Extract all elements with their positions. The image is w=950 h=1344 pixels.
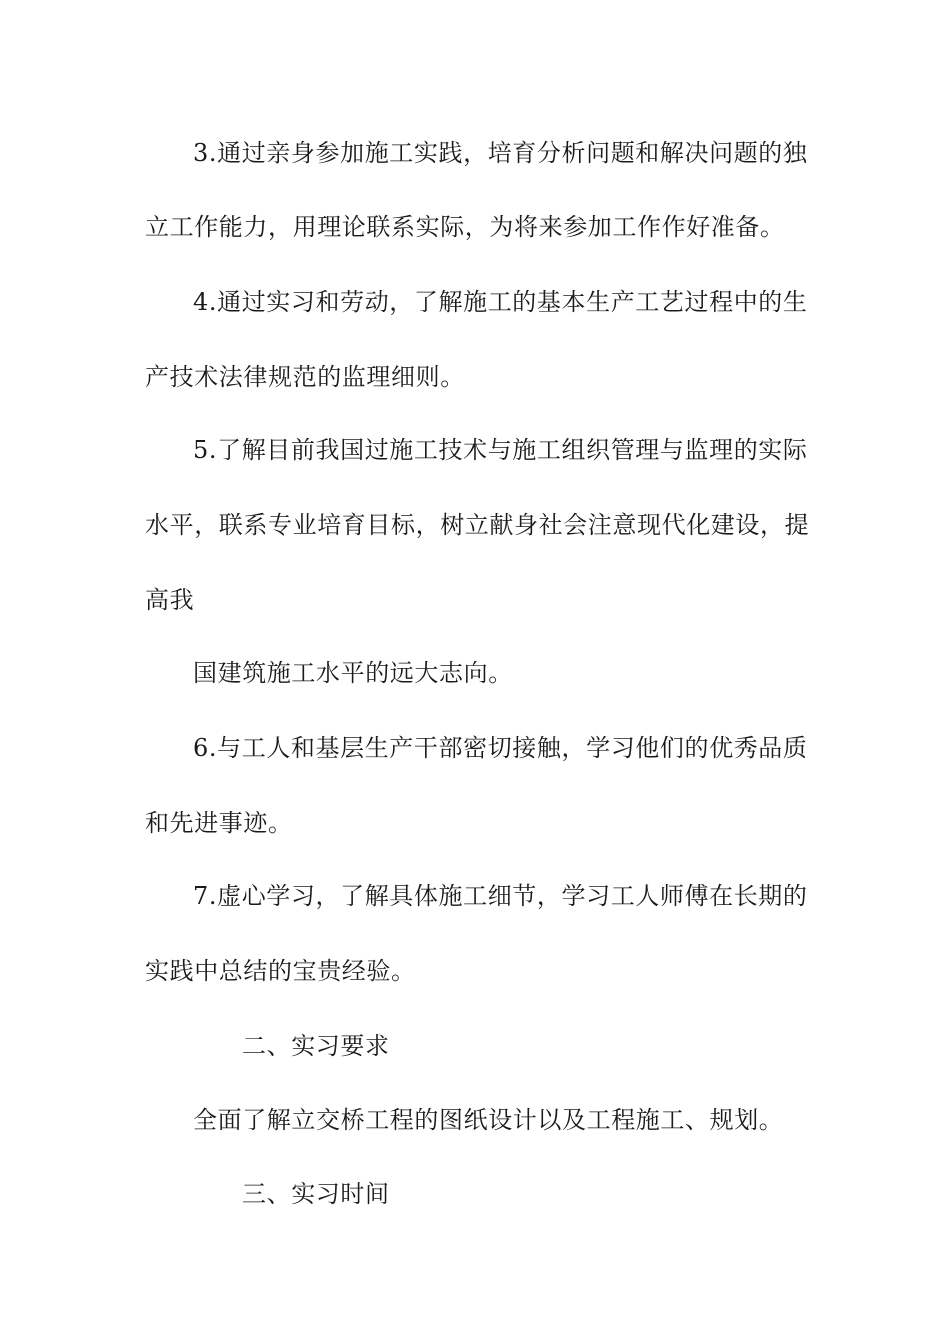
item-4-line-1: 4.通过实习和劳动，了解施工的基本生产工艺过程中的生 (193, 288, 808, 316)
item-4-line-2: 产技术法律规范的监理细则。 (145, 363, 465, 391)
item-6-line-1: 6.与工人和基层生产干部密切接触，学习他们的优秀品质 (193, 734, 808, 762)
item-5-line-3: 高我 (145, 586, 195, 614)
item-7-line-1: 7.虚心学习，了解具体施工细节，学习工人师傅在长期的 (193, 882, 808, 910)
section-heading-requirements: 二、实习要求 (242, 1032, 390, 1060)
requirements-text: 全面了解立交桥工程的图纸设计以及工程施工、规划。 (193, 1106, 784, 1134)
item-7-line-2: 实践中总结的宝贵经验。 (145, 957, 416, 985)
item-5-line-4: 国建筑施工水平的远大志向。 (193, 659, 513, 687)
item-3-line-2: 立工作能力，用理论联系实际，为将来参加工作作好准备。 (145, 213, 785, 241)
item-5-line-2: 水平，联系专业培育目标，树立献身社会注意现代化建设，提 (145, 511, 810, 539)
item-6-line-2: 和先进事迹。 (145, 809, 293, 837)
item-3-line-1: 3.通过亲身参加施工实践，培育分析问题和解决问题的独 (193, 139, 808, 167)
section-heading-time: 三、实习时间 (242, 1180, 390, 1208)
item-5-line-1: 5.了解目前我国过施工技术与施工组织管理与监理的实际 (193, 436, 808, 464)
